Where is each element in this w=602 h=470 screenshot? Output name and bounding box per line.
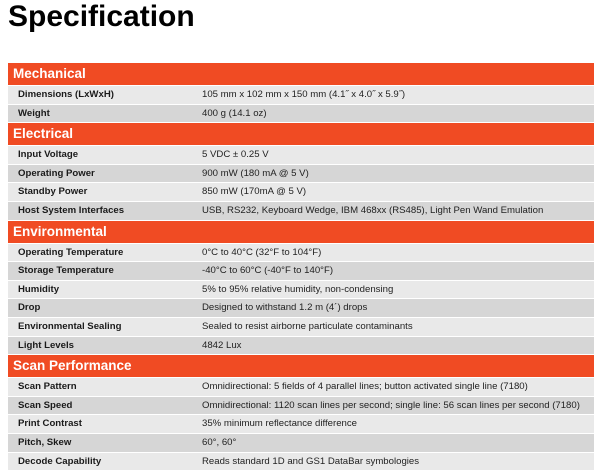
section-header: Scan Performance (8, 354, 594, 377)
spec-value: USB, RS232, Keyboard Wedge, IBM 468xx (RS485), Light Pen Wand Emulation (196, 202, 594, 220)
spec-label: Decode Capability (8, 453, 196, 470)
spec-label: Storage Temperature (8, 262, 196, 280)
table-row (8, 414, 594, 433)
spec-label: Pitch, Skew (8, 434, 196, 452)
spec-label: Print Contrast (8, 415, 196, 433)
spec-label: Host System Interfaces (8, 202, 196, 220)
table-row (8, 164, 594, 183)
spec-value: 4842 Lux (196, 337, 594, 355)
spec-label: Weight (8, 105, 196, 123)
spec-label: Scan Pattern (8, 378, 196, 396)
spec-value: Designed to withstand 1.2 m (4´) drops (196, 299, 594, 317)
table-row (8, 396, 594, 415)
table-row (8, 182, 594, 201)
table-row (8, 433, 594, 452)
spec-value: 35% minimum reflectance difference (196, 415, 594, 433)
spec-value: 105 mm x 102 mm x 150 mm (4.1˝ x 4.0˝ x 5.9˝) (196, 86, 594, 104)
table-row (8, 243, 594, 262)
table-row (8, 317, 594, 336)
spec-label: Operating Power (8, 165, 196, 183)
spec-value: Omnidirectional: 5 fields of 4 parallel lines; button activated single line (7180) (196, 378, 594, 396)
section-electrical (8, 122, 594, 219)
table-row (8, 377, 594, 396)
table-row (8, 85, 594, 104)
spec-label: Input Voltage (8, 146, 196, 164)
spec-value: Omnidirectional: 1120 scan lines per second; single line: 56 scan lines per second (7180) (196, 397, 594, 415)
spec-value: 5 VDC ± 0.25 V (196, 146, 594, 164)
section-environmental (8, 220, 594, 355)
section-header: Mechanical (8, 62, 594, 85)
spec-label: Light Levels (8, 337, 196, 355)
table-row (8, 280, 594, 299)
table-row (8, 336, 594, 355)
spec-value: -40°C to 60°C (-40°F to 140°F) (196, 262, 594, 280)
spec-label: Dimensions (LxWxH) (8, 86, 196, 104)
spec-value: 60°, 60° (196, 434, 594, 452)
spec-value: 5% to 95% relative humidity, non-condensing (196, 281, 594, 299)
table-row (8, 201, 594, 220)
page-title: Specification (8, 0, 195, 34)
table-row (8, 145, 594, 164)
spec-value: 400 g (14.1 oz) (196, 105, 594, 123)
section-header: Environmental (8, 220, 594, 243)
spec-label: Scan Speed (8, 397, 196, 415)
spec-label: Drop (8, 299, 196, 317)
spec-value: Reads standard 1D and GS1 DataBar symbologies (196, 453, 594, 470)
section-mechanical (8, 62, 594, 122)
spec-label: Operating Temperature (8, 244, 196, 262)
table-row (8, 452, 594, 470)
spec-value: Sealed to resist airborne particulate contaminants (196, 318, 594, 336)
table-row (8, 261, 594, 280)
spec-label: Environmental Sealing (8, 318, 196, 336)
spec-value: 850 mW (170mA @ 5 V) (196, 183, 594, 201)
section-scan-performance (8, 354, 594, 470)
table-row (8, 298, 594, 317)
spec-value: 0°C to 40°C (32°F to 104°F) (196, 244, 594, 262)
spec-value: 900 mW (180 mA @ 5 V) (196, 165, 594, 183)
section-header: Electrical (8, 122, 594, 145)
spec-table (8, 62, 594, 470)
table-row (8, 104, 594, 123)
spec-label: Standby Power (8, 183, 196, 201)
spec-label: Humidity (8, 281, 196, 299)
